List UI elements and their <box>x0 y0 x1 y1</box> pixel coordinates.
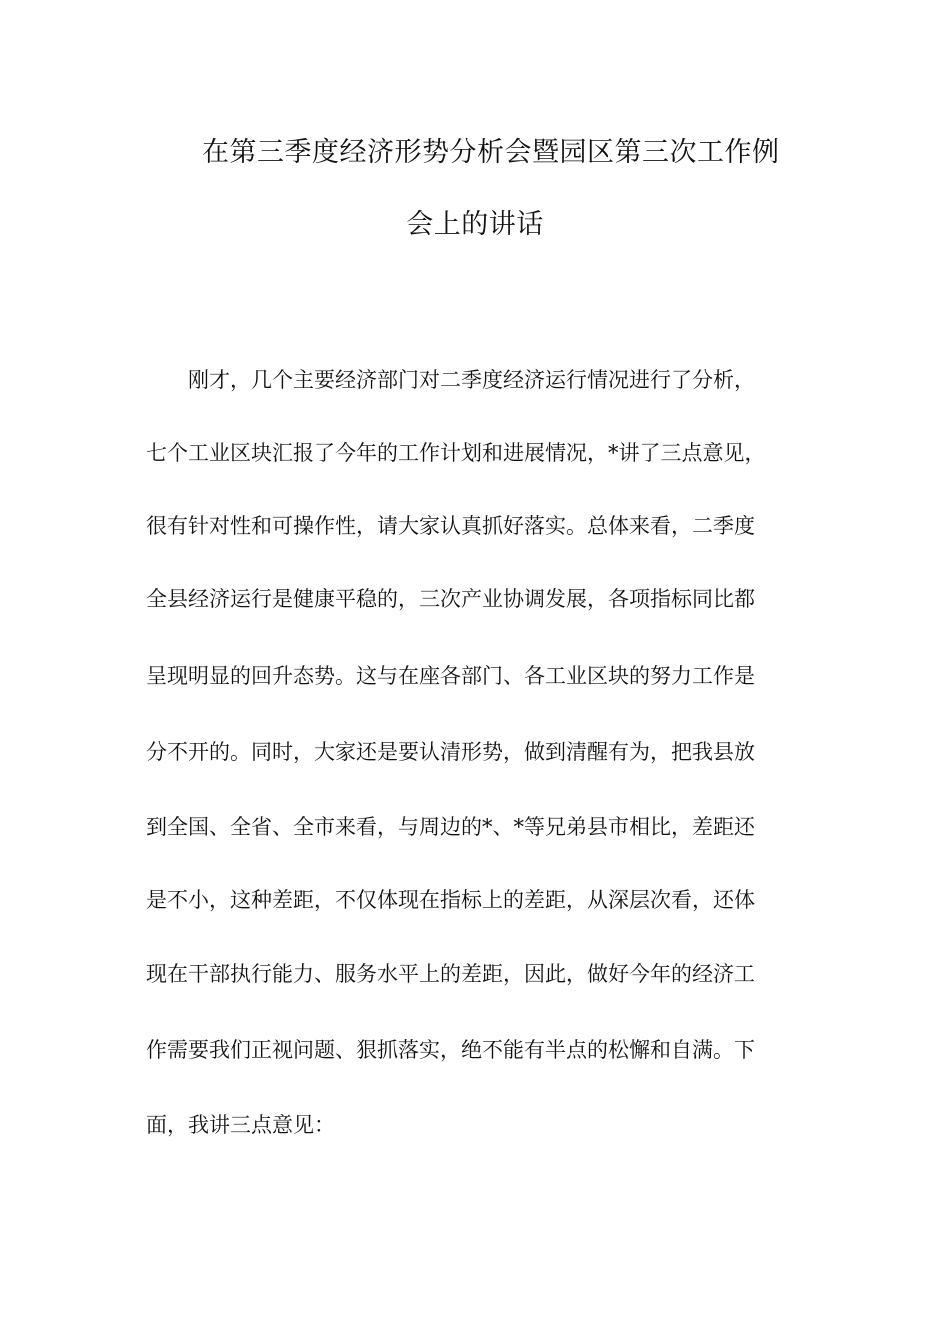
body-line-5: 呈现明显的回升态势。这与在座各部门、各工业区块的努力工作是 <box>146 664 755 688</box>
body-line-11: 面，我讲三点意见： <box>146 1113 335 1137</box>
document-title-line-2: 会上的讲话 <box>406 209 544 240</box>
body-line-2: 七个工业区块汇报了今年的工作计划和进展情况，*讲了三点意见， <box>146 441 766 465</box>
body-line-7: 到全国、全省、全市来看，与周边的*、*等兄弟县市相比，差距还 <box>146 815 755 839</box>
document-title-line-1: 在第三季度经济形势分析会暨园区第三次工作例 <box>202 137 780 168</box>
body-line-4: 全县经济运行是健康平稳的，三次产业协调发展，各项指标同比都 <box>146 587 755 611</box>
body-line-6: 分不开的。同时，大家还是要认清形势，做到清醒有为，把我县放 <box>146 740 755 764</box>
body-line-8: 是不小，这种差距，不仅体现在指标上的差距，从深层次看，还体 <box>146 888 755 912</box>
body-line-9: 现在干部执行能力、服务水平上的差距，因此，做好今年的经济工 <box>146 962 755 986</box>
body-line-1: 刚才，几个主要经济部门对二季度经济运行情况进行了分析， <box>188 368 755 392</box>
body-line-10: 作需要我们正视问题、狠抓落实，绝不能有半点的松懈和自满。下 <box>146 1038 755 1062</box>
body-line-3: 很有针对性和可操作性，请大家认真抓好落实。总体来看，二季度 <box>146 514 755 538</box>
